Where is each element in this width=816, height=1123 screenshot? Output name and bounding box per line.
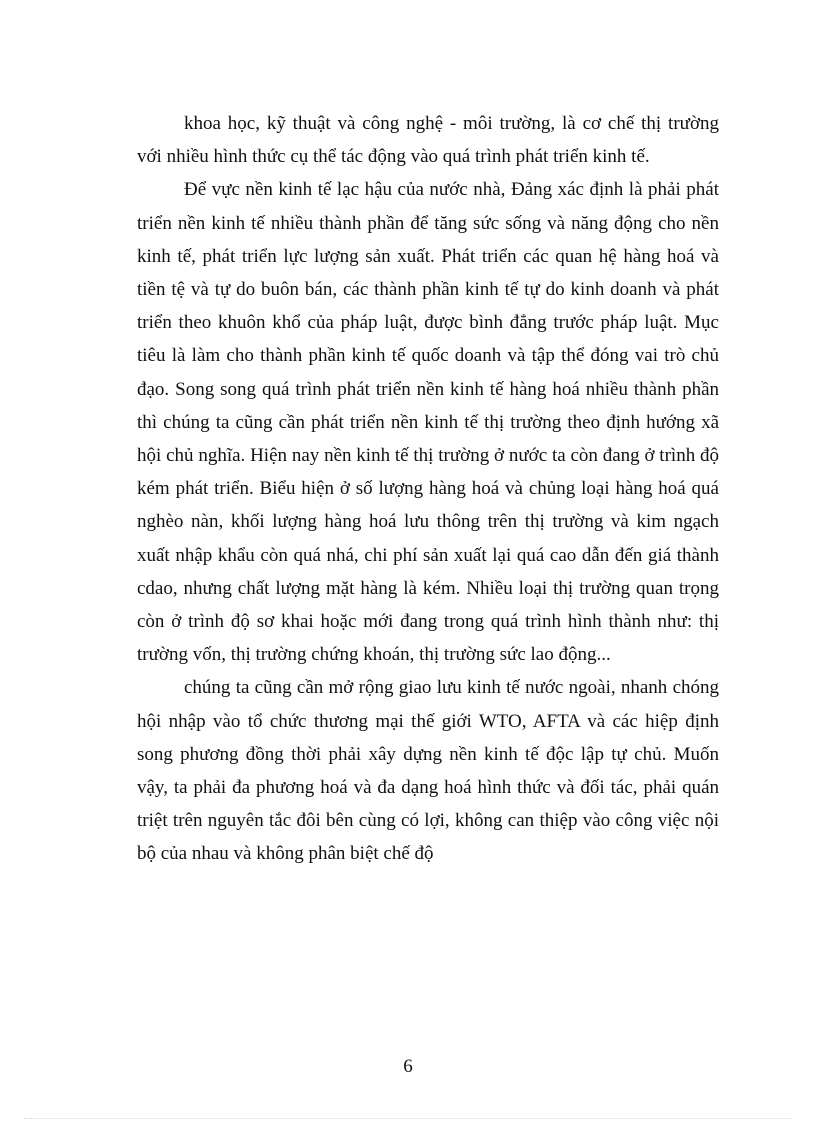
paragraph-2: Để vực nền kinh tế lạc hậu của nước nhà, Đảng xác định là phải phát triển nền kinh tế nhiều thành phần để tăng sức sống và năng động cho nền kinh tế, phát triển lực lượng sản xuất. Phát triển các quan hệ hàng hoá và tiền tệ và tự do buôn bán, các thành phần kinh tế tự do kinh doanh và phát triển theo khuôn khổ của pháp luật, được bình đẳng trước pháp luật. Mục tiêu là làm cho thành phần kinh tế quốc doanh và tập thể đóng vai trò chủ đạo. Song song quá trình phát triển nền kinh tế hàng hoá nhiều thành phần thì chúng ta cũng cần phát triển nền kinh tế thị trường theo định hướng xã hội chủ nghĩa. Hiện nay nền kinh tế thị trường ở nước ta còn đang ở trình độ kém phát triển. Biểu hiện ở số lượng hàng hoá và chủng loại hàng hoá quá nghèo nàn, khối lượng hàng hoá lưu thông trên thị trường và kim ngạch xuất nhập khẩu còn quá nhá, chi phí sản xuất lại quá cao dẫn đến giá thành cdao, nhưng chất lượng mặt hàng là kém. Nhiều loại thị trường quan trọng còn ở trình độ sơ khai hoặc mới đang trong quá trình hình thành như: thị trường vốn, thị trường chứng khoán, thị trường sức lao động...	[137, 179, 719, 666]
paragraph-3: chúng ta cũng cần mở rộng giao lưu kinh tế nước ngoài, nhanh chóng hội nhập vào tổ chức thương mại thế giới WTO, AFTA và các hiệp định song phương đồng thời phải xây dựng nền kinh tế độc lập tự chủ. Muốn vậy, ta phải đa phương hoá và đa dạng hoá hình thức và đối tác, phải quán triệt trên nguyên tắc đôi bên cùng có lợi, không can thiệp vào công việc nội bộ của nhau và không phân biệt chế độ	[137, 677, 719, 865]
page-number: 6	[403, 1056, 413, 1077]
body-text	[137, 107, 719, 871]
paragraph-1: khoa học, kỹ thuật và công nghệ - môi trường, là cơ chế thị trường với nhiều hình thức cụ thể tác động vào quá trình phát triển kinh tế.	[137, 113, 719, 168]
page-bottom-divider	[24, 1118, 792, 1119]
